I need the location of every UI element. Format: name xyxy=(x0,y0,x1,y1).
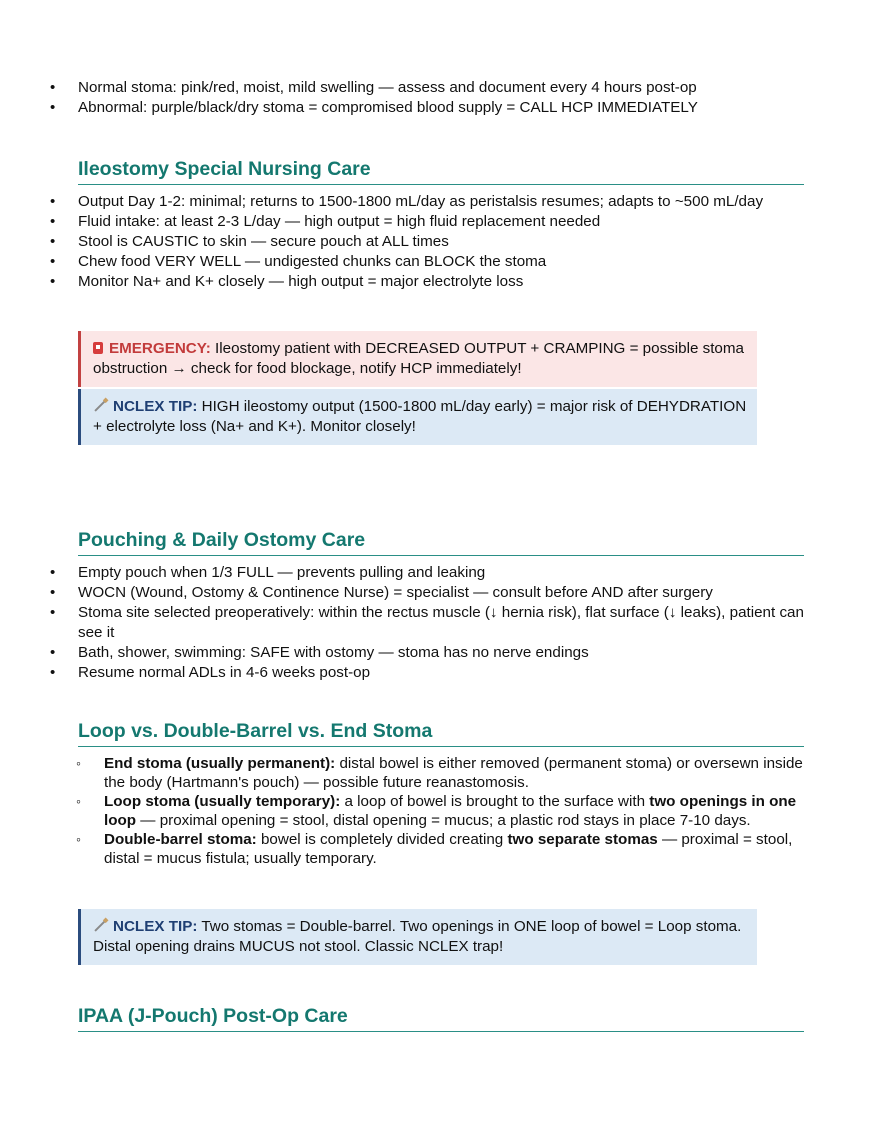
list-item: • Abnormal: purple/black/dry stoma = compromised blood supply = CALL HCP IMMEDIATELY xyxy=(26,98,808,118)
list-item-double-barrel xyxy=(26,830,808,868)
tip-text: HIGH ileostomy output (1500-1800 mL/day early) = major risk of DEHYDRATION + electrolyte loss (Na+ and K+). Monitor closely! xyxy=(93,398,747,435)
list-item: • Stoma site selected preoperatively: within the rectus muscle (↓ hernia risk), flat surface (↓ leaks), patient can see it xyxy=(26,603,808,643)
list-item-loop-stoma xyxy=(26,792,808,830)
term: Loop stoma (usually temporary): xyxy=(104,793,341,810)
emergency-callout xyxy=(78,331,757,387)
section-heading-ileostomy: Ileostomy Special Nursing Care xyxy=(78,157,804,185)
term: Double-barrel stoma: xyxy=(104,831,257,848)
tip-label: NCLEX TIP: xyxy=(113,918,198,935)
list-item: • Fluid intake: at least 2-3 L/day — high output = high fluid replacement needed xyxy=(26,212,808,232)
nclex-tip-callout xyxy=(78,389,757,445)
tip-label: NCLEX TIP: xyxy=(113,398,198,415)
stoma-types-list xyxy=(78,754,808,868)
list-item: • WOCN (Wound, Ostomy & Continence Nurse) = specialist — consult before AND after surgery xyxy=(26,583,808,603)
tip-text: Two stomas = Double-barrel. Two openings in ONE loop of bowel = Loop stoma. Distal opening drains MUCUS not stool. Classic NCLEX trap! xyxy=(93,918,742,955)
section-heading-ipaa: IPAA (J-Pouch) Post-Op Care xyxy=(78,1004,804,1032)
pouching-list xyxy=(78,563,808,683)
list-item: • Empty pouch when 1/3 FULL — prevents pulling and leaking xyxy=(26,563,808,583)
definition: — proximal = stool, distal = mucus fistula; usually temporary. xyxy=(104,831,793,867)
emphasis: two openings in one loop xyxy=(104,793,797,829)
ileostomy-list xyxy=(78,192,808,292)
list-item: • Monitor Na+ and K+ closely — high output = major electrolyte loss xyxy=(26,272,808,292)
list-item: • Stool is CAUSTIC to skin — secure pouch at ALL times xyxy=(26,232,808,252)
emergency-label: EMERGENCY: xyxy=(109,340,211,357)
section-heading-pouching: Pouching & Daily Ostomy Care xyxy=(78,528,804,556)
list-item: • Bath, shower, swimming: SAFE with ostomy — stoma has no nerve endings xyxy=(26,643,808,663)
intro-list xyxy=(78,78,808,118)
pencil-icon xyxy=(94,920,105,931)
emergency-text: Ileostomy patient with DECREASED OUTPUT + CRAMPING = possible stoma obstruction → check for food blockage, notify HCP immediately! xyxy=(93,340,744,377)
list-item: • Normal stoma: pink/red, moist, mild swelling — assess and document every 4 hours post-op xyxy=(26,78,808,98)
nclex-tip-callout xyxy=(78,909,757,965)
list-item: • Resume normal ADLs in 4-6 weeks post-op xyxy=(26,663,808,683)
definition: bowel is completely divided creating xyxy=(256,831,508,848)
pencil-icon xyxy=(94,400,105,411)
section-heading-stoma-types: Loop vs. Double-Barrel vs. End Stoma xyxy=(78,719,804,747)
list-item: • Output Day 1-2: minimal; returns to 1500-1800 mL/day as peristalsis resumes; adapts to ~500 mL/day xyxy=(26,192,808,212)
definition: a loop of bowel is brought to the surface with xyxy=(340,793,650,810)
emphasis: two separate stomas xyxy=(507,831,658,848)
definition: distal bowel is either removed (permanent stoma) or oversewn inside the body (Hartmann's pouch) — possible future reanastomosis. xyxy=(104,755,803,791)
alert-flag-icon xyxy=(93,342,103,354)
list-item-end-stoma xyxy=(26,754,808,792)
list-item: • Chew food VERY WELL — undigested chunks can BLOCK the stoma xyxy=(26,252,808,272)
definition: — proximal opening = stool, distal opening = mucus; a plastic rod stays in place 7-10 days. xyxy=(136,812,751,829)
term: End stoma (usually permanent): xyxy=(104,755,336,772)
